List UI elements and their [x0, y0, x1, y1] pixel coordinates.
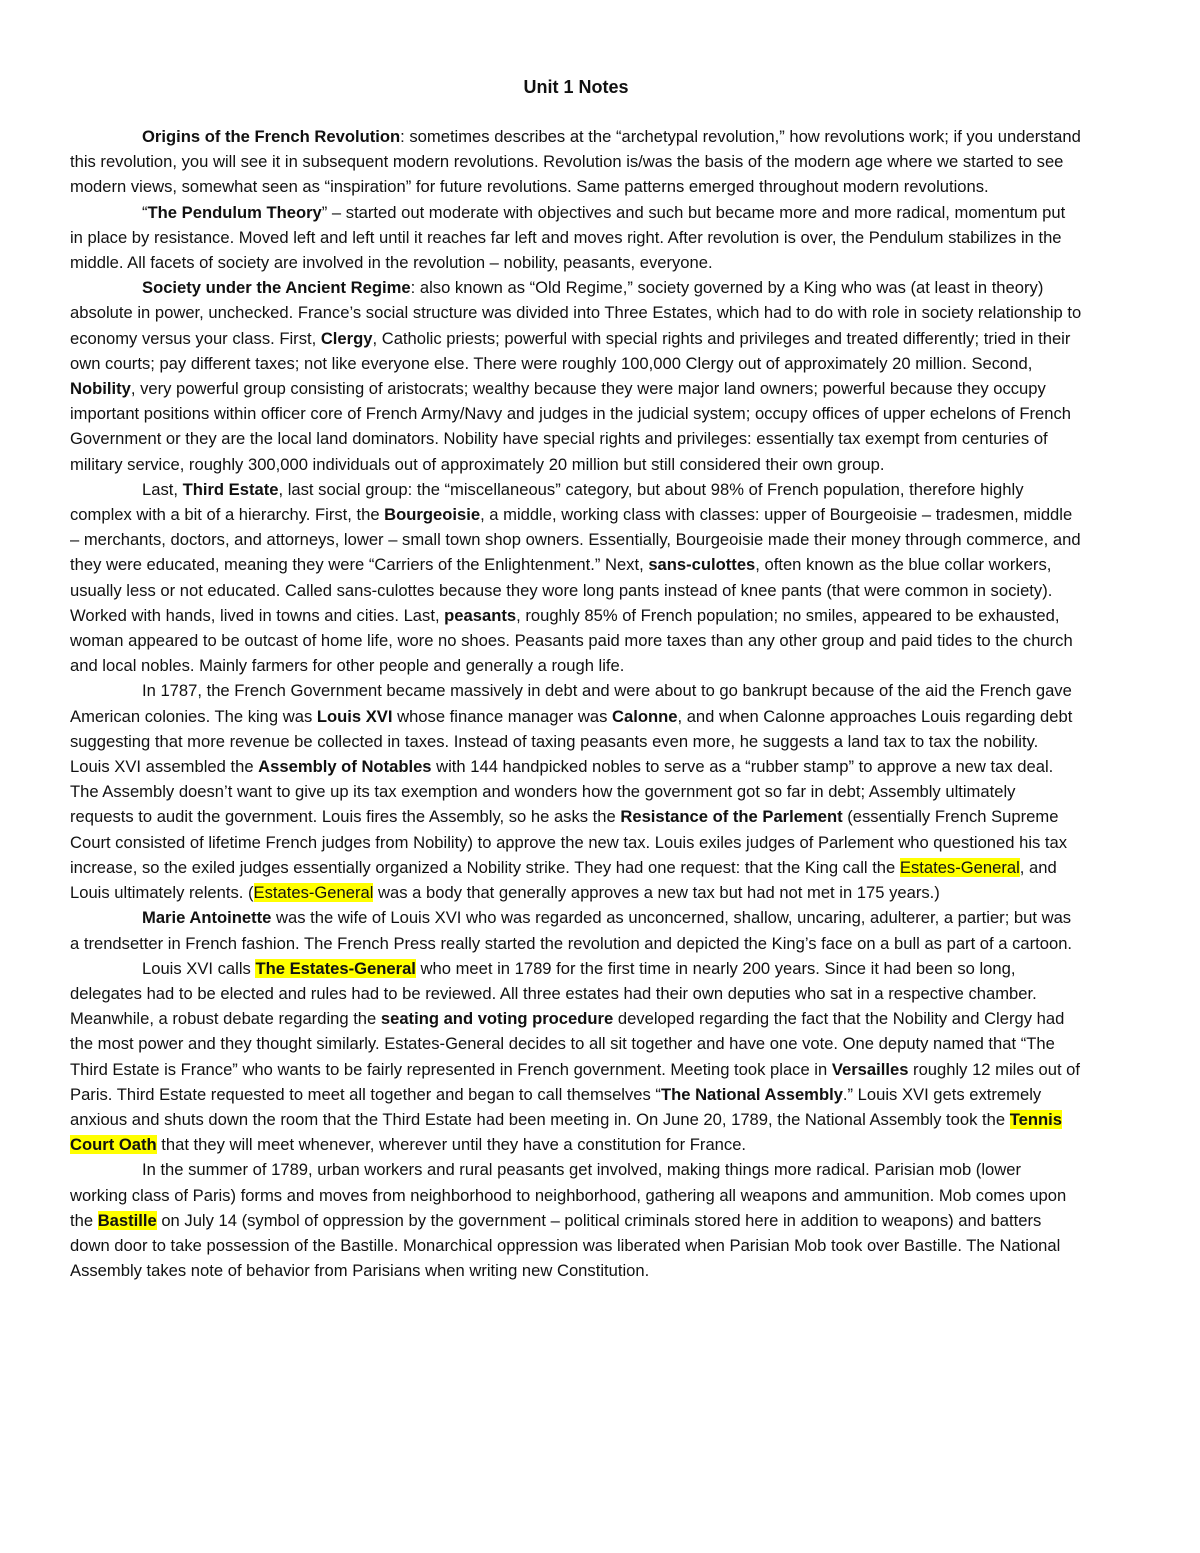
text-run: , last social group: the “miscellaneous” category, but about 98% of French population, therefore highly complex with a bit of a hierarchy. First, the [70, 479, 1024, 525]
page-title: Unit 1 Notes [523, 77, 629, 97]
document-body [70, 124, 1082, 1283]
text-run: (essentially French Supreme Court consisted of lifetime French judges from Nobility) to approve the new tax. Louis exiles judges of Parlement who questioned his tax increase, so the exiled judges essentially organized a Nobility strike. They had one request: that the King call the [70, 807, 1068, 877]
text-run: , often known as the blue collar workers, usually less or not educated. Called sans-culottes because they wore long pants instead of knee pants (that were common in society). Worked with hands, lived in towns and cities. Last, [70, 555, 1053, 625]
bold-term: Versailles [831, 1059, 909, 1079]
text-run: was the wife of Louis XVI who was regarded as unconcerned, shallow, uncaring, adulterer, a partier; but was a trendsetter in French fashion. The French Press really started the revolution and depicted the King’s face on a bull as part of a cartoon. [70, 908, 1073, 953]
text-run: , and when Calonne approaches Louis regarding debt suggesting that more revenue be collected in taxes. Instead of taxing peasants even more, he suggests a land tax to tax the nobility. Louis XVI assembled the [70, 706, 1073, 777]
text-run: Last, [142, 479, 183, 499]
text-run: .” Louis XVI gets extremely anxious and shuts down the room that the Third Estate had been meeting in. On June 20, 1789, the National Assembly took the [70, 1084, 1042, 1129]
bold-term: The Pendulum Theory [147, 202, 322, 222]
text-run: roughly 12 miles out of Paris. Third Estate requested to meet all together and began to call themselves “ [70, 1059, 1080, 1104]
bold-term: Nobility [70, 379, 131, 399]
highlighted-term: Tennis Court Oath [70, 1109, 1062, 1155]
highlighted-term: Bastille [97, 1210, 157, 1230]
bold-term: Assembly of Notables [258, 757, 432, 777]
text-run: In the summer of 1789, urban workers and rural peasants get involved, making things more radical. Parisian mob (lower working class of Paris) forms and moves from neighborhood to neighborhood, gathering all weapons and ammunition. Mob comes upon the [70, 1160, 1067, 1230]
paragraph [70, 1157, 1082, 1283]
paragraph [70, 678, 1082, 905]
bold-term: Marie Antoinette [142, 908, 272, 928]
bold-term: Origins of the French Revolution [142, 127, 401, 146]
text-run: whose finance manager was [392, 706, 613, 726]
text-run: ” – started out moderate with objectives and such but became more and more radical, momentum put in place by resistance. Moved left and left until it reaches far left and moves right. After revolution is over, the Pendulum stabilizes in the middle. All facets of society are involved in the revolution – nobility, peasants, everyone. [70, 202, 1066, 273]
bold-term: Bourgeoisie [384, 505, 481, 525]
bold-term: Society under the Ancient Regime [142, 278, 411, 298]
highlighted-term: Estates-General [899, 857, 1020, 877]
text-run: In 1787, the French Government became massively in debt and were about to go bankrupt because of the aid the French gave American colonies. The king was [70, 681, 1072, 726]
text-run: was a body that generally approves a new tax but had not met in 175 years.) [373, 883, 940, 903]
text-run: , and Louis ultimately relents. ( [70, 857, 1057, 903]
paragraph [70, 477, 1082, 679]
bold-term: Resistance of the Parlement [620, 807, 843, 827]
highlighted-term: Estates-General [253, 883, 374, 903]
text-run: Louis XVI calls [142, 958, 256, 978]
bold-term: The National Assembly [660, 1084, 843, 1104]
text-run: : also known as “Old Regime,” society governed by a King who was (at least in theory) absolute in power, unchecked. France’s social structure was divided into Three Estates, which had to do with role in society relationship to economy versus your class. First, [70, 278, 1082, 348]
bold-term: Clergy [320, 328, 373, 348]
paragraph [70, 275, 1082, 477]
bold-term: seating and voting procedure [380, 1009, 614, 1029]
bold-term: Calonne [612, 706, 678, 726]
highlighted-term: The Estates-General [255, 958, 416, 978]
bold-term: sans-culottes [648, 555, 756, 575]
text-run: on July 14 (symbol of oppression by the government – political criminals stored here in addition to weapons) and batters down door to take possession of the Bastille. Monarchical oppression was liberated when Parisian Mob took over Bastille. The National Assembly takes note of behavior from Parisians when writing new Constitution. [70, 1210, 1061, 1281]
text-run: “ [142, 202, 148, 222]
text-run: , a middle, working class with classes: upper of Bourgeoisie – tradesmen, middle – merchants, doctors, and attorneys, lower – small town shop owners. Essentially, Bourgeoisie made their money through commerce, and they were educated, meaning they were “Carriers of the Enlightenment.” Next, [70, 505, 1081, 575]
text-run: who meet in 1789 for the first time in nearly 200 years. Since it had been so long, delegates had to be elected and rules had to be reviewed. All three estates had their own deputies who sat in a respective chamber. Meanwhile, a robust debate regarding the [70, 958, 1037, 1029]
paragraph [70, 905, 1082, 955]
text-run: : sometimes describes at the “archetypal revolution,” how revolutions work; if you understand this revolution, you will see it in subsequent modern revolutions. Revolution is/was the basis of the modern age where we started to see modern views, somewhat seen as “inspiration” for future revolutions. Same patterns emerged throughout modern revolutions. [70, 127, 1081, 197]
text-run: with 144 handpicked nobles to serve as a “rubber stamp” to approve a new tax deal. The Assembly doesn’t want to give up its tax exemption and wonders how the government got so far in debt; Assembly ultimately requests to audit the government. Louis fires the Assembly, so he asks the [70, 757, 1054, 827]
bold-term: Third Estate [182, 479, 279, 499]
text-run: that they will meet whenever, wherever until they have a constitution for France. [156, 1135, 747, 1155]
paragraph [70, 200, 1082, 276]
text-run: , Catholic priests; powerful with special rights and privileges and treated differently; tried in their own courts; pay different taxes; not like everyone else. There were roughly 100,000 Clergy out of approximately 20 million. Second, [70, 328, 1071, 373]
text-run: , roughly 85% of French population; no smiles, appeared to be exhausted, woman appeared to be outcast of home life, wore no shoes. Peasants paid more taxes than any other group and paid tides to the church and local nobles. Mainly farmers for other people and generally a rough life. [70, 605, 1073, 676]
paragraph [70, 956, 1082, 1158]
text-run: developed regarding the fact that the Nobility and Clergy had the most power and they thought similarly. Estates-General decides to all sit together and have one vote. One deputy named that “The Third Estate is France” who wants to be fairly represented in French government. Meeting took place in [70, 1009, 1065, 1079]
text-run: , very powerful group consisting of aristocrats; wealthy because they were major land owners; powerful because they occupy important positions within officer core of French Army/Navy and judges in the judicial system; occupy offices of upper echelons of French Government or they are the local land dominators. Nobility have special rights and privileges: essentially tax exempt from centuries of military service, roughly 300,000 individuals out of approximately 20 million but still considered their own group. [70, 379, 1072, 474]
paragraph [70, 124, 1082, 200]
bold-term: peasants [444, 605, 517, 625]
bold-term: Louis XVI [316, 706, 393, 726]
